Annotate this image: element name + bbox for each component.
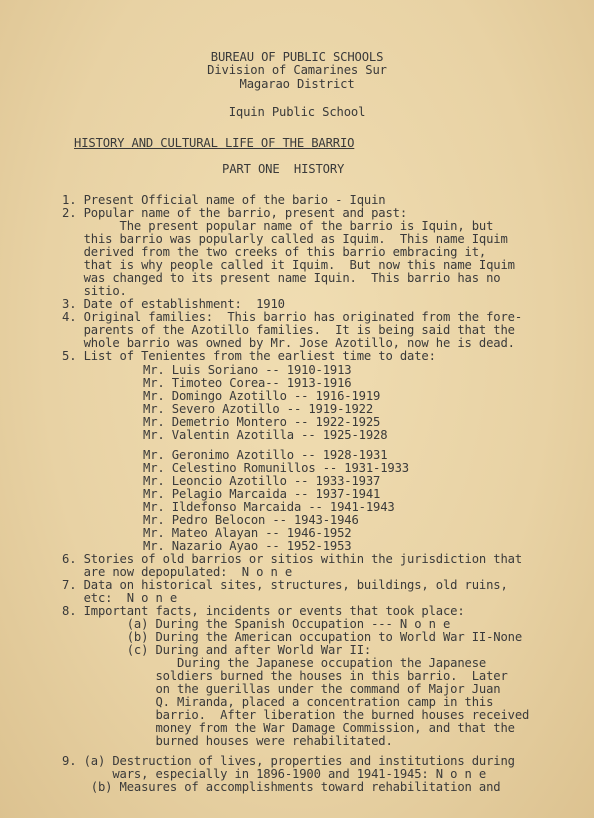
- body-line: 4. Original families: This barrio has originated from the fore-: [62, 310, 522, 324]
- header-district: Magarao District: [239, 77, 355, 91]
- body-line: (b) During the American occupation to World War II-None: [62, 630, 522, 644]
- teniente-entry: Mr. Luis Soriano -- 1910-1913: [143, 363, 352, 377]
- body-line: 3. Date of establishment: 1910: [62, 297, 285, 311]
- body-line: whole barrio was owned by Mr. Jose Azotillo, now he is dead.: [62, 336, 515, 350]
- body-line: 1. Present Official name of the bario - Iquin: [62, 193, 386, 207]
- body-line: barrio. After liberation the burned houses received: [62, 708, 530, 722]
- body-line: 7. Data on historical sites, structures, buildings, old ruins,: [62, 578, 508, 592]
- teniente-entry: Mr. Leoncio Azotillo -- 1933-1937: [143, 474, 381, 488]
- body-line: derived from the two creeks of this barrio embracing it,: [62, 245, 487, 259]
- body-line: Q. Miranda, placed a concentration camp in this: [62, 695, 494, 709]
- school-name: Iquin Public School: [228, 105, 366, 119]
- teniente-entry: Mr. Pelagio Marcaida -- 1937-1941: [143, 487, 381, 501]
- body-line: 8. Important facts, incidents or events that took place:: [62, 604, 465, 618]
- header-bureau: BUREAU OF PUBLIC SCHOOLS: [210, 50, 384, 64]
- teniente-entry: Mr. Nazario Ayao -- 1952-1953: [143, 539, 352, 553]
- body-line: During the Japanese occupation the Japanese: [62, 656, 487, 670]
- teniente-entry: Mr. Domingo Azotillo -- 1916-1919: [143, 389, 381, 403]
- teniente-entry: Mr. Pedro Belocon -- 1943-1946: [143, 513, 359, 527]
- part-heading: PART ONE HISTORY: [222, 162, 345, 176]
- body-line: sitio.: [62, 284, 127, 298]
- scan-edge: [0, 818, 594, 825]
- teniente-entry: Mr. Valentin Azotilla -- 1925-1928: [143, 428, 388, 442]
- body-line: that is why people called it Iquim. But now this name Iquim: [62, 258, 515, 272]
- teniente-entry: Mr. Demetrio Montero -- 1922-1925: [143, 415, 381, 429]
- body-line: 9. (a) Destruction of lives, properties and institutions during: [62, 754, 515, 768]
- body-line: parents of the Azotillo families. It is being said that the: [62, 323, 515, 337]
- body-line: money from the War Damage Commission, and that the: [62, 721, 515, 735]
- body-line: etc: N o n e: [62, 591, 177, 605]
- body-line: 6. Stories of old barrios or sitios within the jurisdiction that: [62, 552, 522, 566]
- document-title: HISTORY AND CULTURAL LIFE OF THE BARRIO: [74, 136, 355, 150]
- body-line: burned houses were rehabilitated.: [62, 734, 393, 748]
- body-line: are now depopulated: N o n e: [62, 565, 292, 579]
- body-line: 2. Popular name of the barrio, present and past:: [62, 206, 407, 220]
- body-line: (a) During the Spanish Occupation --- N o n e: [62, 617, 451, 631]
- body-line: was changed to its present name Iquin. This barrio has no: [62, 271, 501, 285]
- body-line: (b) Measures of accomplishments toward rehabilitation and: [62, 780, 501, 794]
- teniente-entry: Mr. Severo Azotillo -- 1919-1922: [143, 402, 373, 416]
- body-line: on the guerillas under the command of Major Juan: [62, 682, 501, 696]
- teniente-entry: Mr. Ildefonso Marcaida -- 1941-1943: [143, 500, 395, 514]
- teniente-entry: Mr. Timoteo Corea-- 1913-1916: [143, 376, 352, 390]
- body-line: 5. List of Tenientes from the earliest time to date:: [62, 349, 436, 363]
- header-division: Division of Camarines Sur: [207, 63, 387, 77]
- body-line: soldiers burned the houses in this barrio. Later: [62, 669, 508, 683]
- teniente-entry: Mr. Geronimo Azotillo -- 1928-1931: [143, 448, 388, 462]
- body-line: (c) During and after World War II:: [62, 643, 372, 657]
- teniente-entry: Mr. Celestino Romunillos -- 1931-1933: [143, 461, 409, 475]
- teniente-entry: Mr. Mateo Alayan -- 1946-1952: [143, 526, 352, 540]
- body-line: wars, especially in 1896-1900 and 1941-1945: N o n e: [62, 767, 487, 781]
- body-line: this barrio was popularly called as Iquim. This name Iquim: [62, 232, 508, 246]
- body-line: The present popular name of the barrio is Iquin, but: [62, 219, 494, 233]
